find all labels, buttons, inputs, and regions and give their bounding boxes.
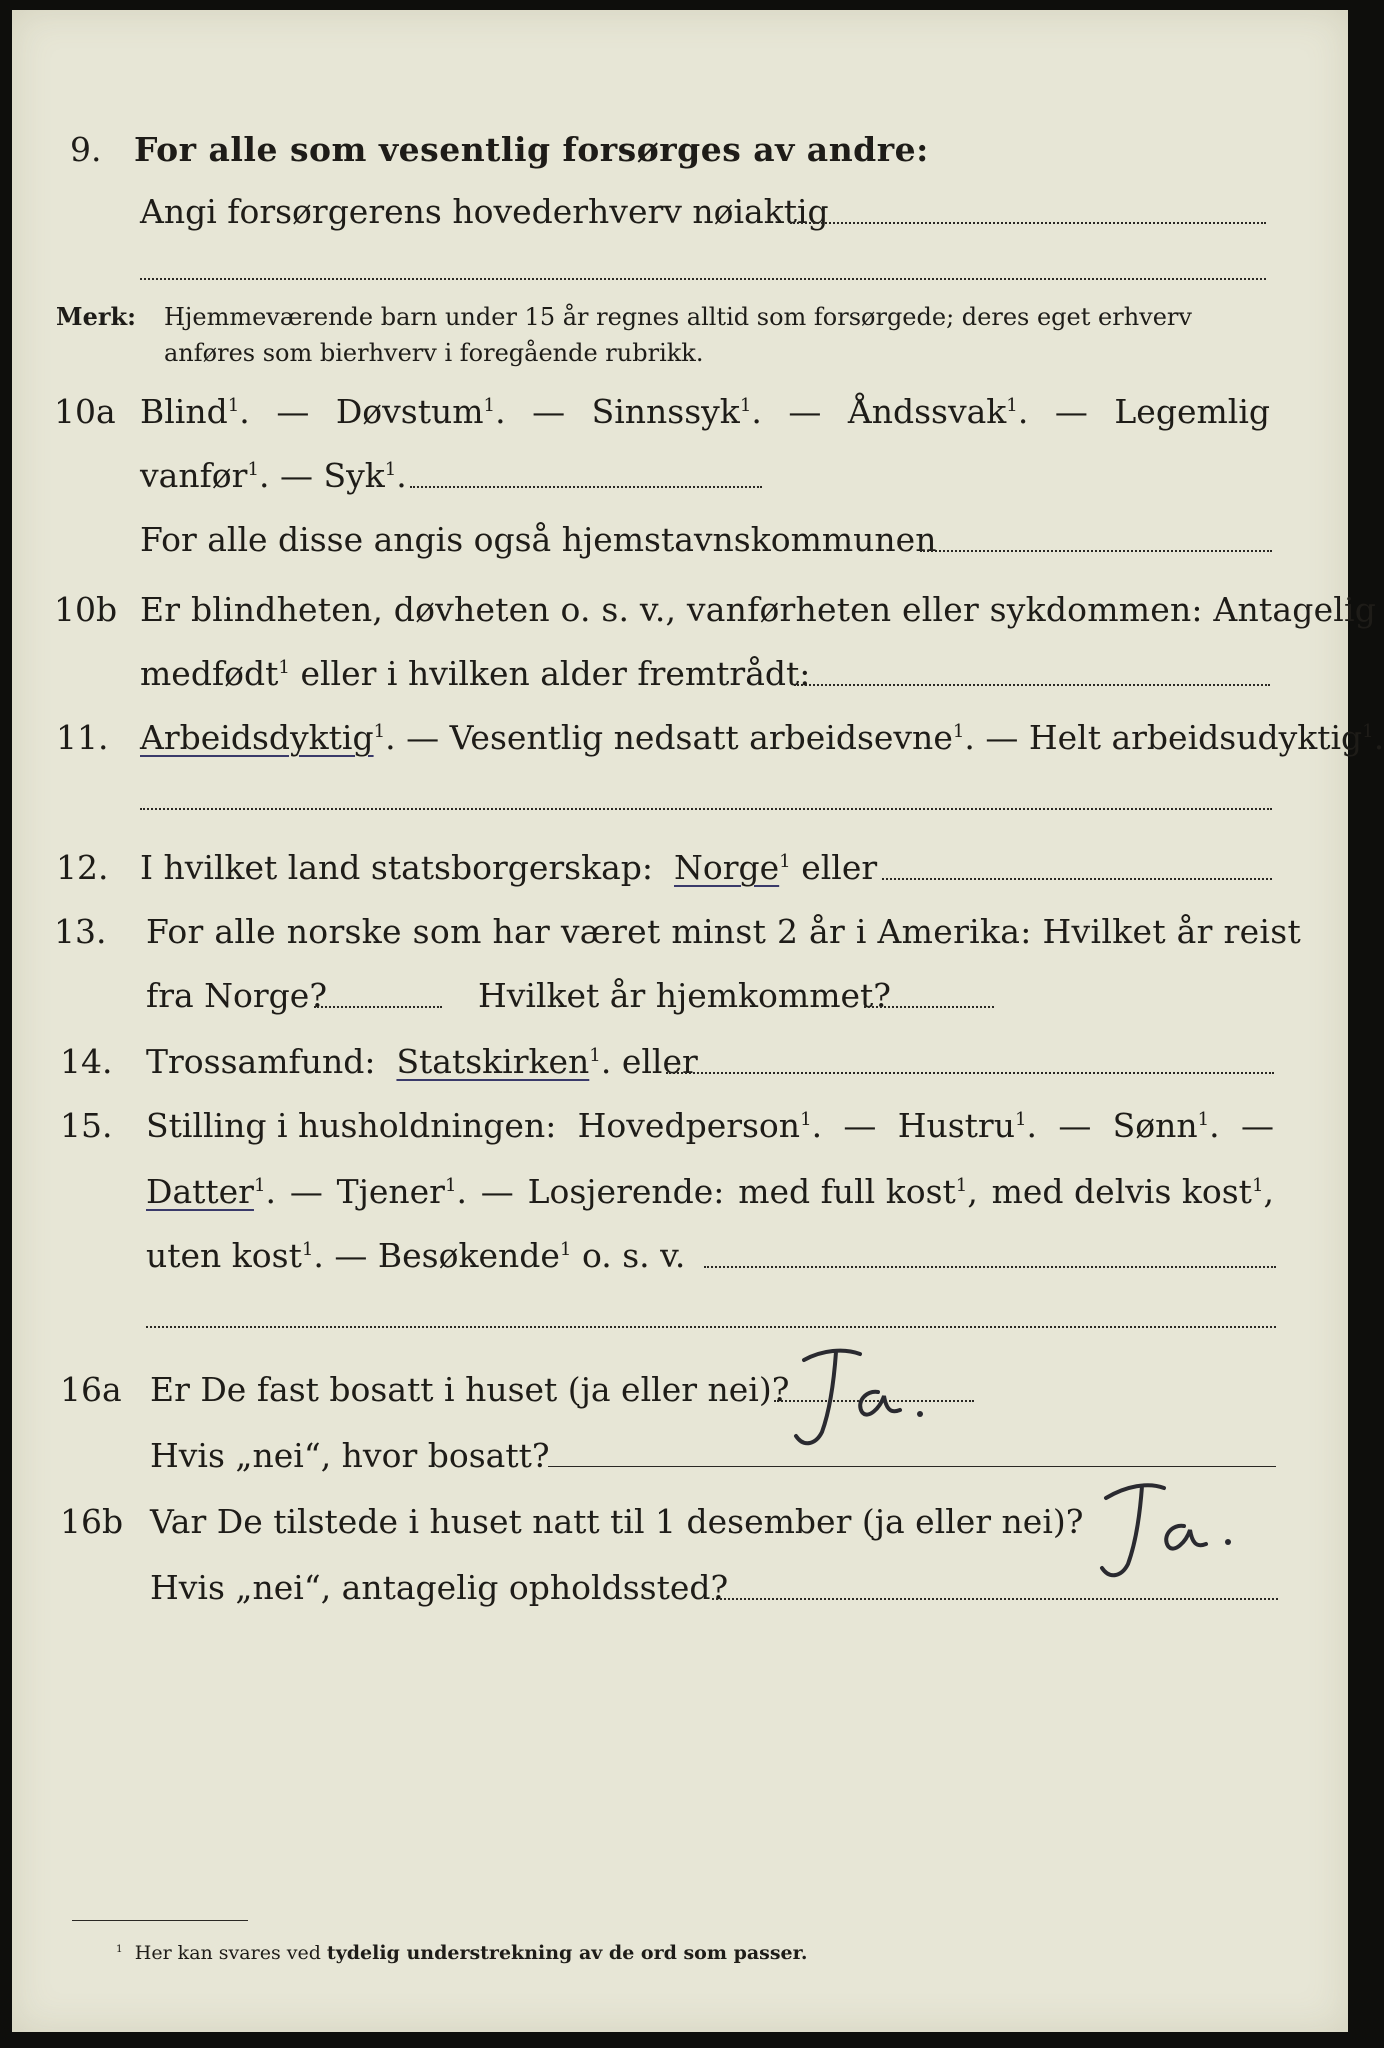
q10b-line2: medfødt$^1$ eller i hvilken alder fremtrådt: — [140, 654, 811, 693]
q15-line3: uten kost$^1$. — Besøkende$^1$ o. s. v. — [146, 1236, 686, 1275]
q15-number: 15. — [60, 1106, 113, 1145]
option-syk[interactable]: Syk — [323, 456, 385, 495]
q9-line2: Angi forsørgerens hovederhverv nøiaktig — [140, 192, 829, 231]
q11-number: 11. — [56, 718, 109, 757]
q10a-syk-line[interactable] — [410, 486, 762, 488]
census-form-page — [12, 10, 1384, 2032]
option-medfodt[interactable]: medfødt — [140, 654, 279, 693]
option-vanfor[interactable]: vanfør — [140, 456, 248, 495]
q10b-answer-line[interactable] — [794, 684, 1270, 686]
q16b-line1: Var De tilstede i huset natt til 1 desember (ja eller nei)? — [150, 1502, 1084, 1541]
option-uten-kost[interactable]: uten kost — [146, 1236, 302, 1275]
option-besokende[interactable]: Besøkende — [377, 1236, 560, 1275]
q9-answer-line-2[interactable] — [140, 278, 1266, 280]
q12-line: I hvilket land statsborgerskap: Norge$^1$ eller — [140, 848, 878, 887]
q12-answer-line[interactable] — [882, 878, 1272, 880]
q15-line1: Stilling i husholdningen: Hovedperson$^1$. — Hustru$^1$. — Sønn$^1$. — — [146, 1106, 1274, 1145]
q16a-line2: Hvis „nei“, hvor bosatt? — [150, 1436, 550, 1475]
footnote-rule — [72, 1920, 248, 1921]
q16b-line2: Hvis „nei“, antagelig opholdssted? — [150, 1568, 729, 1607]
q16b-opholdssted-line[interactable] — [712, 1598, 1278, 1600]
option-hustru[interactable]: Hustru — [897, 1106, 1015, 1145]
option-full-kost[interactable]: med full kost — [738, 1172, 956, 1211]
q15-answer-line-2[interactable] — [146, 1326, 1276, 1328]
q15-line2: Datter$^1$. — Tjener$^1$. — Losjerende: med full kost$^1$, med delvis kost$^1$, — [146, 1172, 1274, 1211]
q10b-line1: Er blindheten, døvheten o. s. v., vanførheten eller sykdommen: Antagelig — [140, 590, 1377, 629]
option-datter[interactable]: Datter — [146, 1172, 254, 1211]
q12-number: 12. — [56, 848, 109, 887]
q11-line: Arbeidsdyktig$^1$. — Vesentlig nedsatt arbeidsevne$^1$. — Helt arbeidsudyktig$^1$. — [140, 718, 1384, 757]
q10a-line2: vanfør$^1$. — Syk$^1$. — [140, 456, 407, 495]
option-blind[interactable]: Blind — [140, 392, 228, 431]
footnote: $^1$ Her kan svares ved tydelig understrekning av de ord som passer. — [116, 1942, 808, 1964]
option-vesentlig-nedsatt[interactable]: Vesentlig nedsatt arbeidsevne — [449, 718, 953, 757]
q9-answer-line[interactable] — [790, 222, 1266, 224]
option-norge[interactable]: Norge — [674, 848, 780, 887]
option-sonn[interactable]: Sønn — [1112, 1106, 1198, 1145]
option-tjener[interactable]: Tjener — [336, 1172, 445, 1211]
q10a-number: 10a — [54, 392, 116, 431]
option-arbeidsdyktig[interactable]: Arbeidsdyktig — [140, 718, 374, 757]
q9-number: 9. — [70, 130, 102, 169]
q13-number: 13. — [54, 912, 107, 951]
q16b-handwritten-answer — [1086, 1470, 1286, 1590]
q16b-number: 16b — [60, 1502, 124, 1541]
q14-number: 14. — [60, 1042, 113, 1081]
q10a-hjemstavn-line[interactable] — [920, 550, 1272, 552]
option-hovedperson[interactable]: Hovedperson — [577, 1106, 801, 1145]
q15-answer-line[interactable] — [704, 1266, 1276, 1268]
option-statskirken[interactable]: Statskirken — [396, 1042, 590, 1081]
q11-answer-line[interactable] — [140, 808, 1272, 810]
q10b-number: 10b — [54, 590, 118, 629]
q10a-line1: Blind$^1$. — Døvstum$^1$. — Sinnssyk$^1$. — Åndssvak$^1$. — Legemlig — [140, 392, 1270, 431]
merk-line1: Hjemmeværende barn under 15 år regnes alltid som forsørgede; deres eget erhverv — [164, 303, 1192, 331]
q13-hjemkommet-line[interactable] — [864, 1006, 994, 1008]
q13-line1: For alle norske som har været minst 2 år i Amerika: Hvilket år reist — [146, 912, 1302, 951]
merk-label: Merk: — [56, 302, 136, 331]
option-delvis-kost[interactable]: med delvis kost — [991, 1172, 1252, 1211]
q16a-bosatt-line[interactable] — [548, 1466, 1276, 1467]
q14-answer-line[interactable] — [666, 1072, 1274, 1074]
q16a-number: 16a — [60, 1370, 122, 1409]
option-sinnssyk[interactable]: Sinnssyk — [591, 392, 740, 431]
q9-line1: For alle som vesentlig forsørges av andre: — [134, 130, 929, 169]
q13-reist-line[interactable] — [314, 1006, 442, 1008]
option-helt-udyktig[interactable]: Helt arbeidsudyktig — [1028, 718, 1363, 757]
merk-line2: anføres som bierhverv i foregående rubrikk. — [164, 339, 704, 367]
option-andssvak[interactable]: Åndssvak — [847, 392, 1007, 431]
option-dovstum[interactable]: Døvstum — [335, 392, 484, 431]
q16a-handwritten-answer — [782, 1340, 982, 1460]
q14-line: Trossamfund: Statskirken$^1$. eller — [146, 1042, 698, 1081]
q13-fra-norge: fra Norge? — [146, 976, 328, 1015]
q16a-line1: Er De fast bosatt i huset (ja eller nei)? — [150, 1370, 790, 1409]
q13-hjemkommet: Hvilket år hjemkommet? — [478, 976, 891, 1015]
q10a-line3: For alle disse angis også hjemstavnskommunen — [140, 520, 937, 559]
option-legemlig[interactable]: Legemlig — [1114, 392, 1270, 431]
